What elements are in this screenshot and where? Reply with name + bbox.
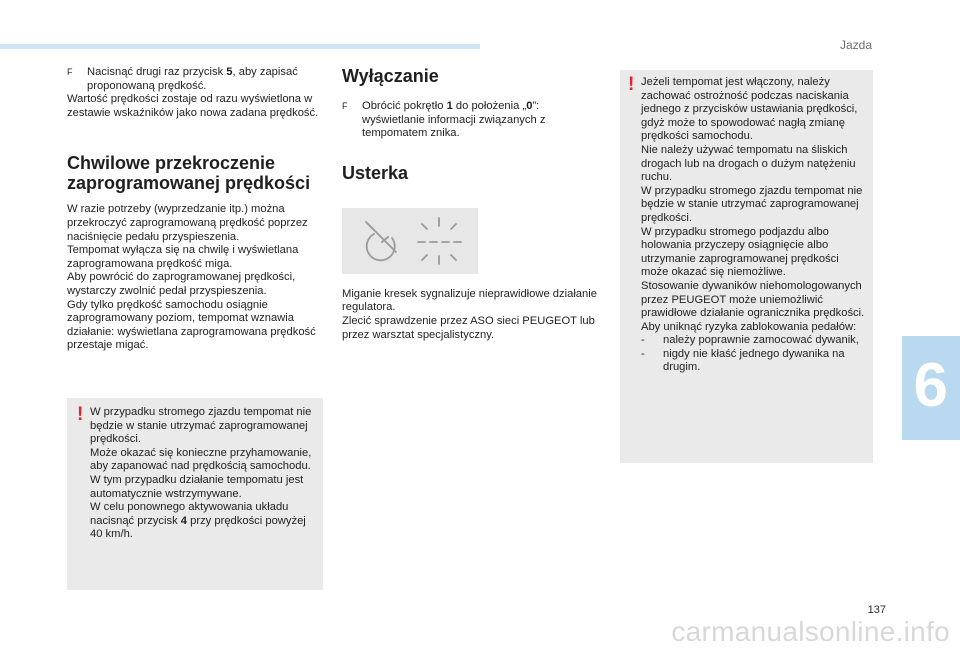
column-left (67, 66, 323, 353)
list-item: - należy poprawnie zamocować dywanik, (641, 334, 859, 347)
bullet-item: F Obrócić pokrętło 1 do położenia „0”: wyświetlanie informacji związanych z tempomatem znika. (342, 100, 546, 140)
paragraph: Aby powrócić do zaprogramowanej prędkości, wystarczy zwolnić pedał przyspieszenia. (67, 271, 296, 297)
section-title-fault: Usterka (342, 162, 409, 183)
speedometer-fault-icon (342, 208, 478, 274)
button-number: 5 (226, 66, 233, 78)
paragraph: Gdy tylko prędkość samochodu osiągnie zaprogramowany poziom, tempomat wznawia działanie: wyświetlana zaprogramowana prędkość przestaje migać. (67, 298, 316, 352)
bullet-marker-icon: F (342, 101, 348, 111)
bullet-item: F Nacisnąć drugi raz przycisk 5, aby zapisać proponowaną prędkość. (67, 66, 298, 92)
warning-exclamation-icon: ! (77, 404, 84, 425)
section-header-title: Jazda (839, 38, 872, 52)
page-number: 137 (867, 604, 886, 616)
warning-box-downhill (67, 398, 323, 590)
warning-text: Jeżeli tempomat jest włączony, należy zachować ostrożność podczas naciskania jednego z przycisków ustawiania prędkości, gdyż może to spowodować nagłą zmianę prędkości samochodu. Nie należy używać tempomatu na śliskich drogach lub na drogach o dużym natężeniu ruchu. W przypadku stromego zjazdu tempomat nie będzie w stanie utrzymać zaprogramowanej prędkości. W przypadku stromego podjazdu albo holowania przyczepy osiągnięcie albo utrzymanie zaprogramowanej prędkości może okazać się niemożliwe. Stosowanie dywaników niehomologowanych przez PEUGEOT może uniemożliwić prawidłowe działanie ogranicznika prędkości. Aby uniknąć ryzyka zablokowania pedałów: - należy poprawnie zamocować dywanik, - nigdy nie kłaść jednego dywanika na drugim. (641, 76, 868, 375)
column-middle (342, 66, 604, 342)
paragraph: Wartość prędkości zostaje od razu wyświetlona w zestawie wskaźników jako nowa zadana prędkość. (67, 93, 319, 119)
control-number: 1 (446, 100, 453, 112)
warning-text: W przypadku stromego zjazdu tempomat nie będzie w stanie utrzymać zaprogramowanej prędkości. Może okazać się konieczne przyhamowanie, aby zapanować nad prędkością samochodu. W tym przypadku działanie tempomatu jest automatycznie wstrzymywane. W celu ponownego aktywowania układu nacisnąć przycisk 4 przy prędkości powyżej 40 km/h. (90, 406, 312, 541)
header-accent-bar (0, 44, 480, 49)
chapter-number: 6 (913, 351, 948, 420)
paragraph: Tempomat wyłącza się na chwilę i wyświetlana zaprogramowana prędkość miga. (67, 244, 299, 270)
fault-indicator-panel (342, 208, 478, 274)
warning-exclamation-icon: ! (628, 74, 635, 95)
position-value: 0 (526, 100, 533, 112)
paragraph: W razie potrzeby (wyprzedzanie itp.) można przekroczyć zaprogramowaną prędkość poprzez naciśnięcie pedału przyspieszenia. (67, 203, 308, 243)
fault-description: Miganie kresek sygnalizuje nieprawidłowe działanie regulatora. Zlecić sprawdzenie przez ASO sieci PEUGEOT lub przez warsztat specjalistyczny. (342, 287, 597, 341)
watermark: carmanualsonline.info (671, 616, 950, 647)
bullet-marker-icon: F (67, 67, 73, 77)
button-number: 4 (180, 514, 188, 527)
section-title-switch-off: Wyłączanie (342, 66, 439, 86)
list-item: - nigdy nie kłaść jednego dywanika na drugim. (641, 347, 845, 374)
section-title-overspeed: Chwilowe przekroczenie zaprogramowanej prędkości (67, 153, 311, 194)
warning-box-cruise-control (620, 70, 873, 463)
